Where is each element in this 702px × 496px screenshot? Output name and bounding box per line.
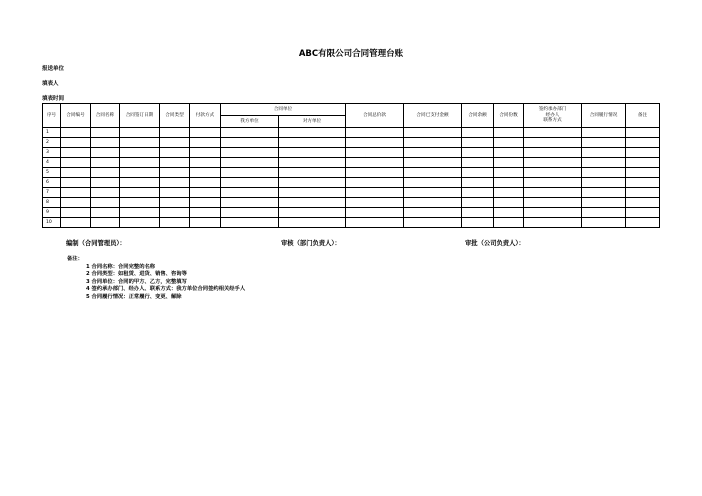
table-row (43, 188, 660, 198)
table-cell (279, 188, 346, 198)
col-seq: 序号 (43, 104, 61, 128)
table-cell (190, 128, 221, 138)
table-cell (494, 188, 524, 198)
table-cell (404, 208, 462, 218)
table-cell (279, 208, 346, 218)
fill-date-label: 填表时间 (42, 96, 65, 102)
table-cell (626, 198, 660, 208)
table-cell (626, 218, 660, 228)
table-cell (279, 218, 346, 228)
table-cell (91, 178, 120, 188)
table-cell (626, 178, 660, 188)
table-cell (279, 138, 346, 148)
table-row (43, 218, 660, 228)
table-cell (494, 208, 524, 218)
note-line: 1 合同名称：合同完整的名称 (86, 263, 156, 270)
col-payment: 付款方式 (190, 104, 221, 128)
table-cell (61, 178, 91, 188)
table-cell (346, 198, 404, 208)
table-cell (221, 148, 279, 158)
table-cell (61, 208, 91, 218)
table-cell (524, 198, 582, 208)
table-cell (582, 208, 626, 218)
table-cell (190, 148, 221, 158)
col-copies: 合同份数 (494, 104, 524, 128)
col-balance: 合同余额 (462, 104, 494, 128)
row-index: 9 (43, 208, 61, 218)
table-cell (462, 198, 494, 208)
table-cell (120, 208, 160, 218)
col-our-party: 我方单位 (221, 116, 279, 128)
note-line: 2 合同类型：如租赁、进货、销售、咨询等 (86, 271, 187, 277)
col-paid-amount: 合同已支付金额 (404, 104, 462, 128)
table-cell (462, 178, 494, 188)
table-cell (626, 158, 660, 168)
table-cell (404, 138, 462, 148)
table-cell (221, 188, 279, 198)
table-cell (91, 138, 120, 148)
table-cell (346, 158, 404, 168)
col-status: 合同履行情况 (582, 104, 626, 128)
table-cell (190, 188, 221, 198)
row-index: 2 (43, 138, 61, 148)
table-cell (190, 138, 221, 148)
table-cell (494, 138, 524, 148)
table-cell (221, 168, 279, 178)
table-cell (494, 158, 524, 168)
row-index: 10 (43, 218, 61, 228)
table-cell (120, 178, 160, 188)
table-cell (120, 218, 160, 228)
table-cell (626, 148, 660, 158)
table-cell (524, 178, 582, 188)
col-contract-name: 合同名称 (91, 104, 120, 128)
table-cell (404, 128, 462, 138)
table-cell (279, 128, 346, 138)
table-cell (221, 218, 279, 228)
table-cell (221, 128, 279, 138)
table-cell (61, 168, 91, 178)
table-row (43, 168, 660, 178)
table-cell (61, 218, 91, 228)
table-cell (190, 198, 221, 208)
col-dept (524, 104, 582, 128)
table-row (43, 208, 660, 218)
table-cell (91, 158, 120, 168)
table-cell (91, 198, 120, 208)
table-cell (61, 148, 91, 158)
table-cell (160, 218, 190, 228)
table-cell (494, 128, 524, 138)
table-cell (279, 168, 346, 178)
table-cell (61, 138, 91, 148)
notes-block (67, 256, 245, 301)
table-cell (190, 168, 221, 178)
col-total-price: 合同总价款 (346, 104, 404, 128)
table-cell (404, 198, 462, 208)
table-cell (582, 128, 626, 138)
table-cell (582, 188, 626, 198)
col-parties: 合同单位 (221, 104, 346, 116)
table-cell (61, 188, 91, 198)
col-dept-line3: 联系方式 (543, 118, 562, 124)
table-cell (626, 168, 660, 178)
table-cell (190, 158, 221, 168)
note-line: 3 合同单位：合同的甲方、乙方，完整填写 (86, 278, 187, 285)
table-cell (404, 168, 462, 178)
table-cell (346, 128, 404, 138)
table-cell (404, 158, 462, 168)
table-cell (120, 168, 160, 178)
table-cell (524, 218, 582, 228)
table-cell (221, 208, 279, 218)
table-cell (91, 128, 120, 138)
table-cell (120, 198, 160, 208)
table-cell (160, 198, 190, 208)
table-cell (346, 218, 404, 228)
header-row-1 (43, 104, 660, 116)
table-cell (160, 158, 190, 168)
table-cell (221, 138, 279, 148)
col-sign-date: 合同签订日期 (120, 104, 160, 128)
table-cell (91, 208, 120, 218)
row-index: 1 (43, 128, 61, 138)
table-cell (524, 138, 582, 148)
reporting-unit-label: 报送单位 (42, 66, 65, 72)
table-cell (462, 138, 494, 148)
table-cell (524, 158, 582, 168)
table-cell (91, 218, 120, 228)
table-cell (462, 148, 494, 158)
table-cell (279, 178, 346, 188)
table-cell (120, 138, 160, 148)
row-index: 8 (43, 198, 61, 208)
table-cell (91, 168, 120, 178)
table-cell (494, 168, 524, 178)
table-cell (494, 148, 524, 158)
table-cell (346, 148, 404, 158)
table-cell (120, 158, 160, 168)
table-cell (160, 208, 190, 218)
filler-label: 填表人 (42, 81, 59, 87)
ledger-body (43, 128, 660, 228)
table-cell (462, 218, 494, 228)
table-cell (91, 188, 120, 198)
table-cell (346, 208, 404, 218)
table-cell (626, 208, 660, 218)
table-cell (404, 178, 462, 188)
approved-by-label: 审批（公司负责人）： (465, 240, 525, 247)
table-cell (346, 188, 404, 198)
table-cell (91, 148, 120, 158)
table-cell (582, 218, 626, 228)
table-cell (404, 218, 462, 228)
table-row (43, 148, 660, 158)
table-row (43, 178, 660, 188)
reviewed-by-label: 审核（部门负责人）： (281, 240, 341, 247)
table-cell (462, 158, 494, 168)
notes-title: 备注： (67, 256, 83, 262)
table-cell (494, 178, 524, 188)
table-cell (626, 128, 660, 138)
table-cell (346, 178, 404, 188)
table-cell (221, 158, 279, 168)
table-cell (524, 168, 582, 178)
table-cell (61, 198, 91, 208)
col-contract-type: 合同类型 (160, 104, 190, 128)
col-dept-line2: 经办人 (545, 112, 560, 118)
note-line: 5 合同履行情况：正常履行、变更、解除 (86, 293, 182, 300)
contract-ledger-table (42, 103, 660, 228)
table-cell (61, 158, 91, 168)
table-cell (190, 218, 221, 228)
row-index: 7 (43, 188, 61, 198)
table-row (43, 158, 660, 168)
table-row (43, 138, 660, 148)
table-cell (160, 168, 190, 178)
col-dept-line1: 签约承办部门 (538, 107, 567, 113)
table-cell (582, 138, 626, 148)
table-cell (582, 178, 626, 188)
table-row (43, 198, 660, 208)
row-index: 4 (43, 158, 61, 168)
prepared-by-label: 编制（合同管理员）： (66, 240, 126, 247)
table-cell (190, 178, 221, 188)
row-index: 6 (43, 178, 61, 188)
table-cell (462, 188, 494, 198)
table-cell (494, 218, 524, 228)
table-cell (120, 148, 160, 158)
table-cell (582, 198, 626, 208)
col-remark: 备注 (626, 104, 660, 128)
row-index: 5 (43, 168, 61, 178)
table-cell (61, 128, 91, 138)
table-cell (279, 158, 346, 168)
page-title: ABC有限公司合同管理台账 (298, 49, 404, 59)
table-cell (582, 158, 626, 168)
col-contract-no: 合同编号 (61, 104, 91, 128)
table-row (43, 128, 660, 138)
table-cell (160, 128, 190, 138)
table-cell (404, 148, 462, 158)
table-cell (221, 178, 279, 188)
table-cell (160, 178, 190, 188)
table-cell (160, 188, 190, 198)
table-cell (160, 148, 190, 158)
table-cell (582, 168, 626, 178)
table-cell (346, 168, 404, 178)
table-cell (404, 188, 462, 198)
table-cell (626, 188, 660, 198)
table-cell (524, 188, 582, 198)
table-cell (462, 128, 494, 138)
table-cell (524, 148, 582, 158)
note-line: 4 签约承办部门、经办人、联系方式：我方单位合同签约相关经手人 (86, 286, 246, 292)
table-cell (120, 128, 160, 138)
table-cell (462, 168, 494, 178)
table-cell (160, 138, 190, 148)
table-cell (279, 198, 346, 208)
table-cell (494, 198, 524, 208)
col-other-party: 对方单位 (279, 116, 346, 128)
table-cell (120, 188, 160, 198)
table-cell (190, 208, 221, 218)
table-cell (626, 138, 660, 148)
table-cell (524, 128, 582, 138)
table-cell (279, 148, 346, 158)
table-cell (346, 138, 404, 148)
table-cell (221, 198, 279, 208)
row-index: 3 (43, 148, 61, 158)
table-cell (462, 208, 494, 218)
table-cell (524, 208, 582, 218)
table-cell (582, 148, 626, 158)
